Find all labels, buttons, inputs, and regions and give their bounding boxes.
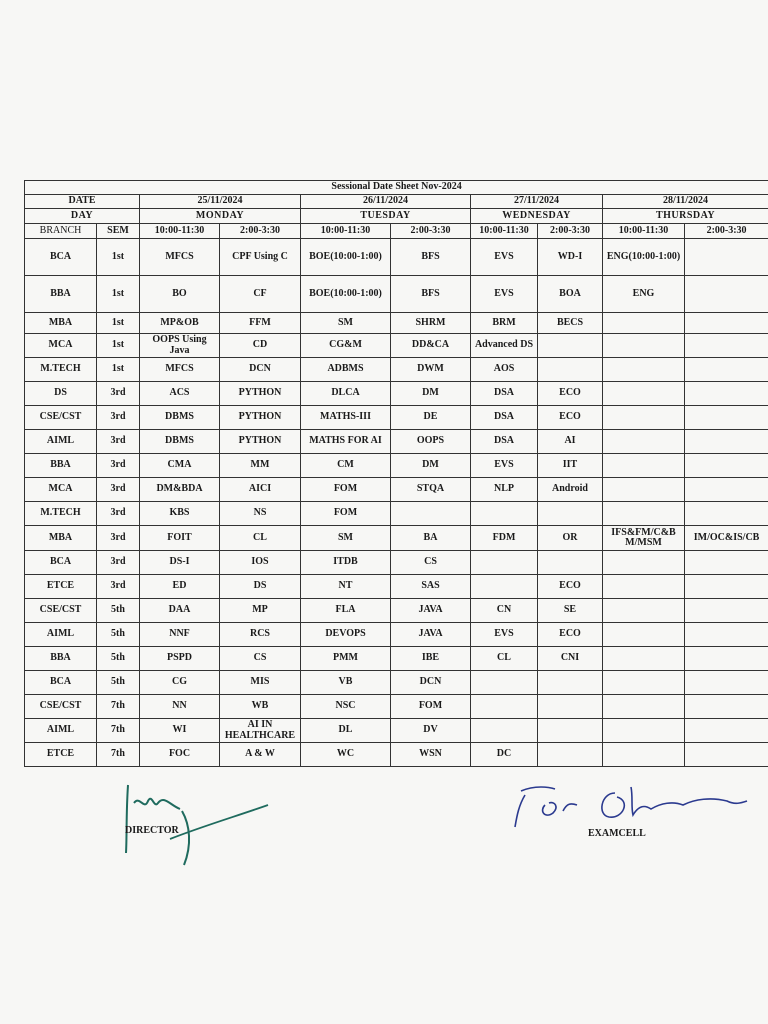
subject-cell: FDM	[471, 526, 538, 551]
sem-cell: 1st	[97, 358, 140, 382]
subject-cell: NNF	[140, 623, 220, 647]
slot-header: 10:00-11:30	[603, 224, 685, 239]
subject-cell	[685, 239, 768, 276]
subject-cell	[538, 719, 603, 743]
subject-cell: PMM	[301, 647, 391, 671]
slot-header: 10:00-11:30	[471, 224, 538, 239]
subject-cell: BOE(10:00-1:00)	[301, 276, 391, 313]
subject-cell: EVS	[471, 454, 538, 478]
table-row	[25, 502, 768, 526]
date-cell: 28/11/2024	[603, 195, 768, 209]
table-row	[25, 239, 768, 276]
subject-cell	[471, 575, 538, 599]
subject-cell: FOM	[301, 478, 391, 502]
slot-header: 2:00-3:30	[685, 224, 768, 239]
date-label: DATE	[25, 195, 140, 209]
subject-cell: WB	[220, 695, 301, 719]
subject-cell: ECO	[538, 623, 603, 647]
subject-cell: CPF Using C	[220, 239, 301, 276]
subject-cell	[685, 599, 768, 623]
sem-cell: 5th	[97, 623, 140, 647]
slot-header: 10:00-11:30	[140, 224, 220, 239]
subject-cell: PYTHON	[220, 430, 301, 454]
subject-cell	[603, 478, 685, 502]
branch-header: BRANCH	[25, 224, 97, 239]
branch-cell: BCA	[25, 551, 97, 575]
subject-cell	[685, 575, 768, 599]
sem-cell: 7th	[97, 719, 140, 743]
sem-cell: 3rd	[97, 551, 140, 575]
table-row	[25, 382, 768, 406]
sem-cell: 1st	[97, 239, 140, 276]
table-row	[25, 695, 768, 719]
subject-cell	[603, 695, 685, 719]
sem-cell: 1st	[97, 334, 140, 358]
subject-cell: ECO	[538, 575, 603, 599]
subject-cell: FOM	[391, 695, 471, 719]
subject-cell	[685, 647, 768, 671]
subject-cell	[603, 454, 685, 478]
subject-cell: MFCS	[140, 358, 220, 382]
sem-cell: 7th	[97, 695, 140, 719]
subject-cell	[603, 599, 685, 623]
subject-cell: JAVA	[391, 623, 471, 647]
sem-cell: 3rd	[97, 575, 140, 599]
subject-cell	[685, 695, 768, 719]
table-row	[25, 599, 768, 623]
subject-cell	[685, 623, 768, 647]
sem-cell: 3rd	[97, 454, 140, 478]
table-row	[25, 406, 768, 430]
branch-cell: CSE/CST	[25, 695, 97, 719]
branch-cell: AIML	[25, 623, 97, 647]
subject-cell: ENG(10:00-1:00)	[603, 239, 685, 276]
subject-cell	[538, 502, 603, 526]
subject-cell	[603, 430, 685, 454]
subject-cell: DBMS	[140, 406, 220, 430]
subject-cell: DC	[471, 743, 538, 767]
subject-cell	[603, 502, 685, 526]
subject-cell	[471, 695, 538, 719]
branch-cell: CSE/CST	[25, 599, 97, 623]
table-row	[25, 478, 768, 502]
subject-cell	[603, 406, 685, 430]
table-row	[25, 430, 768, 454]
subject-cell: CG	[140, 671, 220, 695]
subject-cell: EVS	[471, 623, 538, 647]
subject-cell: WSN	[391, 743, 471, 767]
subject-cell	[685, 719, 768, 743]
subject-cell	[685, 358, 768, 382]
subject-cell: SAS	[391, 575, 471, 599]
branch-cell: AIML	[25, 430, 97, 454]
subject-cell: MP	[220, 599, 301, 623]
subject-cell: KBS	[140, 502, 220, 526]
day-cell: THURSDAY	[603, 209, 768, 224]
subject-cell: BOE(10:00-1:00)	[301, 239, 391, 276]
table-row	[25, 454, 768, 478]
subject-cell: DS	[220, 575, 301, 599]
subject-cell: AICI	[220, 478, 301, 502]
branch-cell: BCA	[25, 671, 97, 695]
subject-cell: OOPS	[391, 430, 471, 454]
subject-cell: IFS&FM/C&B M/MSM	[603, 526, 685, 551]
subject-cell: NS	[220, 502, 301, 526]
subject-cell: PYTHON	[220, 406, 301, 430]
subject-cell	[603, 647, 685, 671]
subject-cell	[603, 719, 685, 743]
subject-cell: NLP	[471, 478, 538, 502]
table-row	[25, 313, 768, 334]
subject-cell	[685, 478, 768, 502]
sem-cell: 3rd	[97, 382, 140, 406]
date-sheet-table	[24, 180, 768, 767]
subject-cell: DCN	[220, 358, 301, 382]
slot-header: 2:00-3:30	[391, 224, 471, 239]
subject-cell: IIT	[538, 454, 603, 478]
subject-cell	[471, 502, 538, 526]
subject-cell: DBMS	[140, 430, 220, 454]
subject-cell: IBE	[391, 647, 471, 671]
subject-cell	[538, 671, 603, 695]
slot-header: 10:00-11:30	[301, 224, 391, 239]
subject-cell: CL	[471, 647, 538, 671]
subject-cell: FOM	[301, 502, 391, 526]
subject-cell	[685, 551, 768, 575]
sem-cell: 3rd	[97, 430, 140, 454]
examcell-label: EXAMCELL	[588, 828, 646, 839]
subject-cell: DM	[391, 454, 471, 478]
subject-cell	[538, 743, 603, 767]
table-row	[25, 526, 768, 551]
subject-cell: ITDB	[301, 551, 391, 575]
sem-cell: 7th	[97, 743, 140, 767]
slot-header: 2:00-3:30	[538, 224, 603, 239]
branch-cell: BBA	[25, 647, 97, 671]
subject-cell: CS	[391, 551, 471, 575]
sem-cell: 1st	[97, 276, 140, 313]
date-cell: 26/11/2024	[301, 195, 471, 209]
subject-cell	[685, 276, 768, 313]
director-signature	[110, 775, 280, 870]
subject-cell: DSA	[471, 406, 538, 430]
branch-cell: AIML	[25, 719, 97, 743]
subject-cell: BO	[140, 276, 220, 313]
table-row	[25, 276, 768, 313]
subject-cell: IOS	[220, 551, 301, 575]
branch-cell: ETCE	[25, 575, 97, 599]
table-row	[25, 743, 768, 767]
subject-cell	[538, 695, 603, 719]
table-row	[25, 358, 768, 382]
subject-cell: SM	[301, 313, 391, 334]
day-cell: WEDNESDAY	[471, 209, 603, 224]
subject-cell: PYTHON	[220, 382, 301, 406]
branch-cell: MCA	[25, 478, 97, 502]
subject-cell: DE	[391, 406, 471, 430]
subject-cell: STQA	[391, 478, 471, 502]
table-row	[25, 334, 768, 358]
subject-cell: BA	[391, 526, 471, 551]
subject-cell: DWM	[391, 358, 471, 382]
subject-cell: FOC	[140, 743, 220, 767]
subject-cell	[471, 719, 538, 743]
examcell-signature	[505, 775, 755, 835]
subject-cell	[603, 358, 685, 382]
subject-cell: CF	[220, 276, 301, 313]
subject-cell: MFCS	[140, 239, 220, 276]
sem-cell: 5th	[97, 671, 140, 695]
subject-cell	[603, 575, 685, 599]
day-cell: MONDAY	[140, 209, 301, 224]
sem-cell: 5th	[97, 647, 140, 671]
table-row	[25, 647, 768, 671]
subject-cell	[603, 671, 685, 695]
subject-cell: IM/OC&IS/CB	[685, 526, 768, 551]
subject-cell: OOPS Using Java	[140, 334, 220, 358]
sem-cell: 1st	[97, 313, 140, 334]
subject-cell: SHRM	[391, 313, 471, 334]
branch-cell: DS	[25, 382, 97, 406]
subject-cell	[603, 334, 685, 358]
subject-cell	[685, 671, 768, 695]
subject-cell	[685, 502, 768, 526]
subject-cell: RCS	[220, 623, 301, 647]
date-sheet	[24, 180, 768, 767]
subject-cell: WD-I	[538, 239, 603, 276]
branch-cell: MCA	[25, 334, 97, 358]
subject-cell: JAVA	[391, 599, 471, 623]
sheet-title: Sessional Date Sheet Nov-2024	[25, 181, 768, 195]
subject-cell: CNI	[538, 647, 603, 671]
subject-cell: MATHS-III	[301, 406, 391, 430]
sem-cell: 5th	[97, 599, 140, 623]
subject-cell: FLA	[301, 599, 391, 623]
subject-cell: DD&CA	[391, 334, 471, 358]
subject-cell: CM	[301, 454, 391, 478]
branch-cell: MBA	[25, 526, 97, 551]
subject-cell: DSA	[471, 382, 538, 406]
subject-cell: NT	[301, 575, 391, 599]
subject-cell: CL	[220, 526, 301, 551]
subject-cell: SE	[538, 599, 603, 623]
subject-cell: MIS	[220, 671, 301, 695]
branch-cell: MBA	[25, 313, 97, 334]
subject-cell: ECO	[538, 406, 603, 430]
branch-cell: BBA	[25, 276, 97, 313]
subject-cell: DS-I	[140, 551, 220, 575]
table-row	[25, 575, 768, 599]
table-row	[25, 671, 768, 695]
subject-cell	[471, 551, 538, 575]
subject-cell: MM	[220, 454, 301, 478]
subject-cell: AI IN HEALTHCARE	[220, 719, 301, 743]
subject-cell	[685, 382, 768, 406]
subject-cell	[685, 743, 768, 767]
subject-cell	[603, 551, 685, 575]
subject-cell: ADBMS	[301, 358, 391, 382]
subject-cell: ECO	[538, 382, 603, 406]
subject-cell: Advanced DS	[471, 334, 538, 358]
subject-cell	[685, 334, 768, 358]
subject-cell: PSPD	[140, 647, 220, 671]
subject-cell	[685, 406, 768, 430]
subject-cell: DEVOPS	[301, 623, 391, 647]
subject-cell: NSC	[301, 695, 391, 719]
subject-cell: ENG	[603, 276, 685, 313]
slot-header: 2:00-3:30	[220, 224, 301, 239]
date-cell: 27/11/2024	[471, 195, 603, 209]
director-label: DIRECTOR	[125, 825, 179, 836]
table-row	[25, 719, 768, 743]
subject-cell	[685, 430, 768, 454]
branch-cell: M.TECH	[25, 358, 97, 382]
subject-cell: ED	[140, 575, 220, 599]
subject-cell: ACS	[140, 382, 220, 406]
subject-cell: DM	[391, 382, 471, 406]
subject-cell: DAA	[140, 599, 220, 623]
branch-cell: ETCE	[25, 743, 97, 767]
subject-cell	[603, 743, 685, 767]
subject-cell: CMA	[140, 454, 220, 478]
subject-cell: A & W	[220, 743, 301, 767]
subject-cell: DCN	[391, 671, 471, 695]
subject-cell	[391, 502, 471, 526]
subject-cell: EVS	[471, 239, 538, 276]
subject-cell: FFM	[220, 313, 301, 334]
subject-cell: DSA	[471, 430, 538, 454]
subject-cell: DL	[301, 719, 391, 743]
branch-cell: BCA	[25, 239, 97, 276]
subject-cell: BECS	[538, 313, 603, 334]
subject-cell: DLCA	[301, 382, 391, 406]
day-label: DAY	[25, 209, 140, 224]
subject-cell: DV	[391, 719, 471, 743]
subject-cell: WC	[301, 743, 391, 767]
subject-cell	[685, 313, 768, 334]
sem-cell: 3rd	[97, 502, 140, 526]
subject-cell: MATHS FOR AI	[301, 430, 391, 454]
subject-cell: BOA	[538, 276, 603, 313]
subject-cell	[603, 313, 685, 334]
subject-cell: WI	[140, 719, 220, 743]
subject-cell: CD	[220, 334, 301, 358]
subject-cell: FOIT	[140, 526, 220, 551]
branch-cell: M.TECH	[25, 502, 97, 526]
subject-cell: AI	[538, 430, 603, 454]
subject-cell: BFS	[391, 276, 471, 313]
subject-cell	[603, 623, 685, 647]
subject-cell	[538, 551, 603, 575]
day-cell: TUESDAY	[301, 209, 471, 224]
subject-cell: AOS	[471, 358, 538, 382]
subject-cell: CS	[220, 647, 301, 671]
branch-cell: BBA	[25, 454, 97, 478]
subject-cell: CG&M	[301, 334, 391, 358]
sem-header: SEM	[97, 224, 140, 239]
subject-cell: OR	[538, 526, 603, 551]
subject-cell: BRM	[471, 313, 538, 334]
subject-cell: Android	[538, 478, 603, 502]
subject-cell: BFS	[391, 239, 471, 276]
subject-cell	[538, 334, 603, 358]
subject-cell: DM&BDA	[140, 478, 220, 502]
branch-cell: CSE/CST	[25, 406, 97, 430]
sem-cell: 3rd	[97, 478, 140, 502]
table-row	[25, 623, 768, 647]
subject-cell: VB	[301, 671, 391, 695]
subject-cell: MP&OB	[140, 313, 220, 334]
subject-cell: CN	[471, 599, 538, 623]
subject-cell	[471, 671, 538, 695]
sem-cell: 3rd	[97, 526, 140, 551]
subject-cell	[538, 358, 603, 382]
subject-cell	[603, 382, 685, 406]
subject-cell: EVS	[471, 276, 538, 313]
subject-cell: NN	[140, 695, 220, 719]
date-cell: 25/11/2024	[140, 195, 301, 209]
table-row	[25, 551, 768, 575]
subject-cell: SM	[301, 526, 391, 551]
sem-cell: 3rd	[97, 406, 140, 430]
subject-cell	[685, 454, 768, 478]
